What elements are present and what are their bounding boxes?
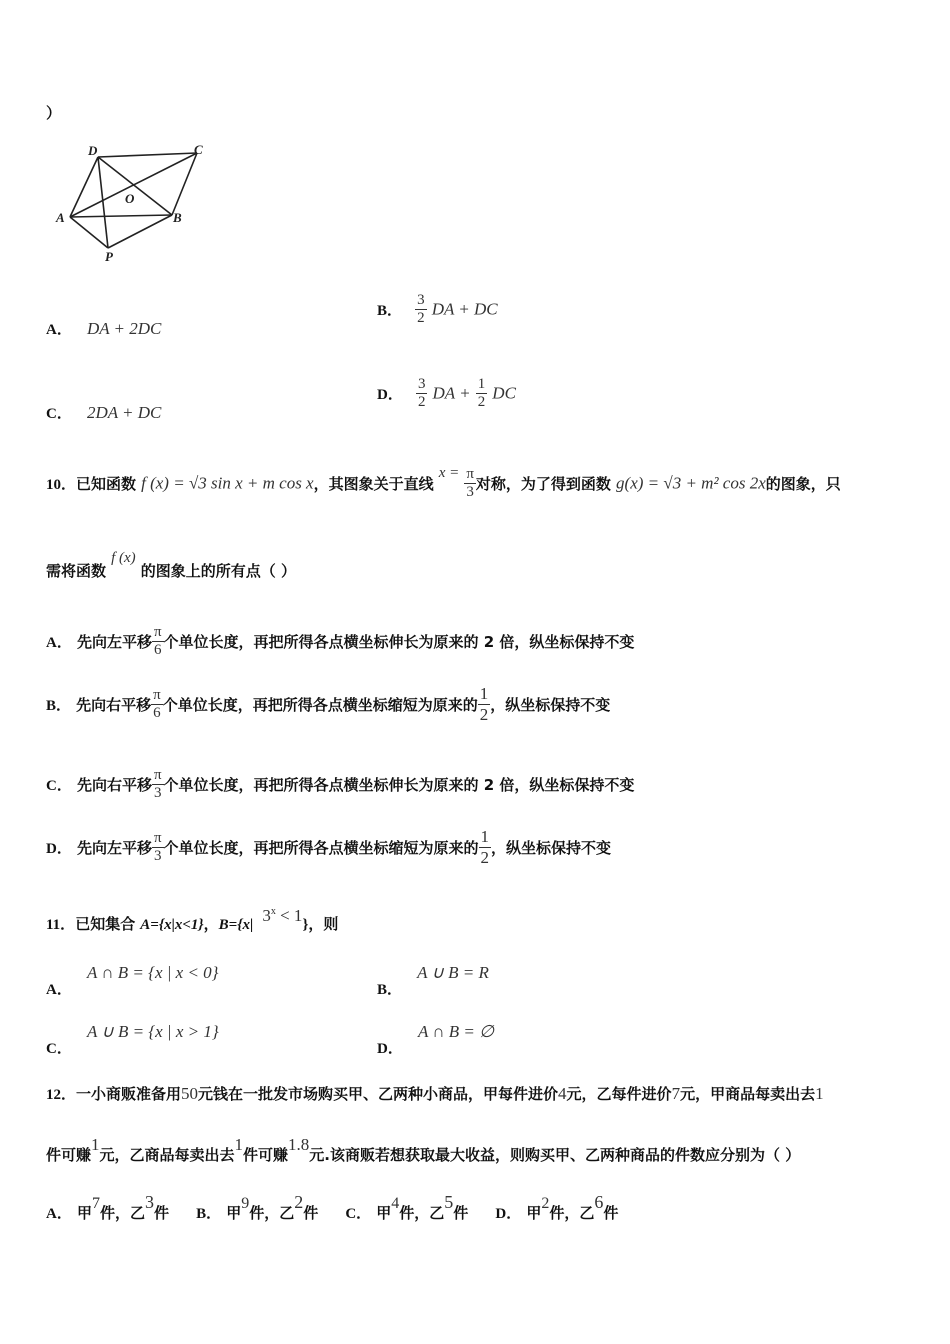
q12-option-a[interactable]: A． 甲7件，乙3件 bbox=[46, 1192, 169, 1222]
edge-ba bbox=[70, 215, 172, 217]
line-lhs: x = bbox=[438, 465, 460, 481]
option-label: D． bbox=[377, 387, 403, 403]
option-label: C． bbox=[46, 406, 72, 422]
q10-option-d[interactable]: D． 先向左平移 $\frac{\pi}{3}$ 个单位长度，再把所得各点横坐标缩短为原来的 $\frac{1}{2}$ ，纵坐标保持不变 bbox=[46, 827, 612, 867]
q9-option-b[interactable] bbox=[377, 292, 498, 327]
q12-stem-line1: 12．一小商贩准备用50元钱在一批发市场购买甲、乙两种小商品，甲每件进价4元，乙每件进价7元，甲商品每卖出去1 bbox=[46, 1084, 824, 1103]
q11-option-a[interactable] bbox=[46, 962, 219, 998]
option-label: A． bbox=[46, 635, 72, 651]
option-expression: A ∩ B = {x | x < 0} bbox=[86, 963, 219, 982]
fraction-one-half: $\frac{1}{2}$ bbox=[480, 827, 490, 867]
option-label: C． bbox=[46, 1041, 72, 1057]
option-expression-tail: DC bbox=[492, 383, 516, 403]
fraction-pi-over-3: $\frac{\pi}{3}$ bbox=[466, 466, 474, 500]
q10-option-b[interactable]: B． 先向右平移 $\frac{\pi}{6}$ 个单位长度，再把所得各点横坐标缩短为原来的 $\frac{1}{2}$ ，纵坐标保持不变 bbox=[46, 684, 611, 724]
option-label: D． bbox=[495, 1206, 522, 1222]
question-number: 10． bbox=[46, 477, 77, 493]
option-label: D． bbox=[377, 1041, 403, 1057]
q10-option-a[interactable]: A． 先向左平移 $\frac{\pi}{6}$ 个单位长度，再把所得各点横坐标伸长为原来的 2 倍，纵坐标保持不变 bbox=[46, 624, 635, 658]
option-label: B． bbox=[196, 1206, 222, 1222]
q10-stem-line2: 需将函数 f (x) 的图象上的所有点（ ） bbox=[46, 550, 297, 580]
edge-dc bbox=[98, 153, 197, 157]
q9-closing-paren: ） bbox=[46, 104, 62, 122]
option-label: A． bbox=[46, 322, 72, 338]
fraction-pi-over-3: $\frac{\pi}{3}$ bbox=[153, 830, 162, 864]
q10-option-c[interactable]: C． 先向右平移 $\frac{\pi}{3}$ 个单位长度，再把所得各点横坐标伸长为原来的 2 倍，纵坐标保持不变 bbox=[46, 767, 635, 801]
option-label: A． bbox=[46, 982, 72, 998]
option-expression: DA + DC bbox=[431, 299, 498, 319]
q12-stem-line2: 件可赚1元，乙商品每卖出去1件可赚1.8元.该商贩若想获取最大收益，则购买甲、乙两种商品的件数应分别为（ ） bbox=[46, 1135, 801, 1164]
set-a: A={x|x<1} bbox=[140, 917, 204, 933]
edge-cb bbox=[172, 153, 197, 215]
point-label-o: O bbox=[125, 191, 135, 206]
function-g-definition: g(x) = √3 + m² cos 2x bbox=[616, 473, 766, 493]
q11-option-c[interactable] bbox=[46, 1021, 219, 1057]
fraction-one-half: $\frac{1}{2}$ bbox=[479, 684, 489, 724]
point-label-b: B bbox=[173, 210, 182, 225]
point-label-d: D bbox=[88, 143, 98, 158]
q11-stem: 11．已知集合 A={x|x<1}，B={x| 3$^x$ < 1}，则 bbox=[46, 906, 339, 933]
q11-option-d[interactable] bbox=[377, 1021, 494, 1057]
edge-pb bbox=[108, 215, 172, 248]
option-label: A． bbox=[46, 1206, 72, 1222]
option-expression: A ∪ B = R bbox=[417, 963, 489, 982]
q11-option-b[interactable] bbox=[377, 962, 489, 998]
fraction-one-half: $\frac{1}{2}$ bbox=[477, 376, 486, 410]
option-label: C． bbox=[345, 1206, 372, 1222]
q12-option-b[interactable]: B． 甲9件，乙2件 bbox=[196, 1192, 319, 1222]
option-label: B． bbox=[46, 698, 72, 714]
option-label: C． bbox=[46, 778, 72, 794]
fraction-three-halves: $\frac{3}{2}$ bbox=[417, 292, 425, 326]
option-label: B． bbox=[377, 303, 403, 319]
parallelogram-figure bbox=[50, 140, 220, 265]
fraction-pi-over-3: $\frac{\pi}{3}$ bbox=[153, 767, 162, 801]
option-expression: A ∩ B = ∅ bbox=[417, 1022, 494, 1041]
question-number: 12． bbox=[46, 1087, 77, 1103]
q10-stem-line1: 10．已知函数 f (x) = √3 sin x + m cos x，其图象关于直线 x = $\frac{\pi}{3}$ 对称，为了得到函数 g(x) = √3 + m² cos 2x的图象，只 bbox=[46, 465, 841, 500]
point-label-p: P bbox=[105, 249, 113, 264]
function-f-definition: f (x) = √3 sin x + m cos x bbox=[141, 473, 314, 493]
q12-option-c[interactable]: C． 甲4件，乙5件 bbox=[345, 1192, 469, 1222]
set-b-condition: 3$^x$ < 1 bbox=[262, 906, 303, 925]
q9-option-c[interactable] bbox=[46, 402, 161, 423]
question-number: 11． bbox=[46, 917, 76, 933]
edge-ad bbox=[70, 157, 98, 217]
option-label: D． bbox=[46, 841, 72, 857]
edge-ap bbox=[70, 217, 108, 248]
option-expression: A ∪ B = {x | x > 1} bbox=[86, 1022, 219, 1041]
q12-option-d[interactable]: D． 甲2件，乙6件 bbox=[495, 1192, 619, 1222]
option-expression: DA + 2DC bbox=[86, 319, 162, 338]
point-label-c: C bbox=[194, 142, 203, 157]
option-expression: 2DA + DC bbox=[86, 403, 162, 422]
option-label: B． bbox=[377, 982, 403, 998]
fraction-pi-over-6: $\frac{\pi}{6}$ bbox=[153, 624, 162, 658]
set-b-prefix: B={x| bbox=[218, 917, 254, 933]
fraction-pi-over-6: $\frac{\pi}{6}$ bbox=[153, 687, 161, 721]
q9-option-a[interactable] bbox=[46, 318, 161, 339]
fraction-three-halves: $\frac{3}{2}$ bbox=[417, 376, 426, 410]
q12-options-row bbox=[46, 1192, 619, 1222]
function-f: f (x) bbox=[111, 550, 136, 566]
point-label-a: A bbox=[56, 210, 65, 225]
q9-option-d[interactable] bbox=[377, 376, 516, 411]
diagonal-db bbox=[98, 157, 172, 215]
option-expression: DA + bbox=[432, 383, 471, 403]
